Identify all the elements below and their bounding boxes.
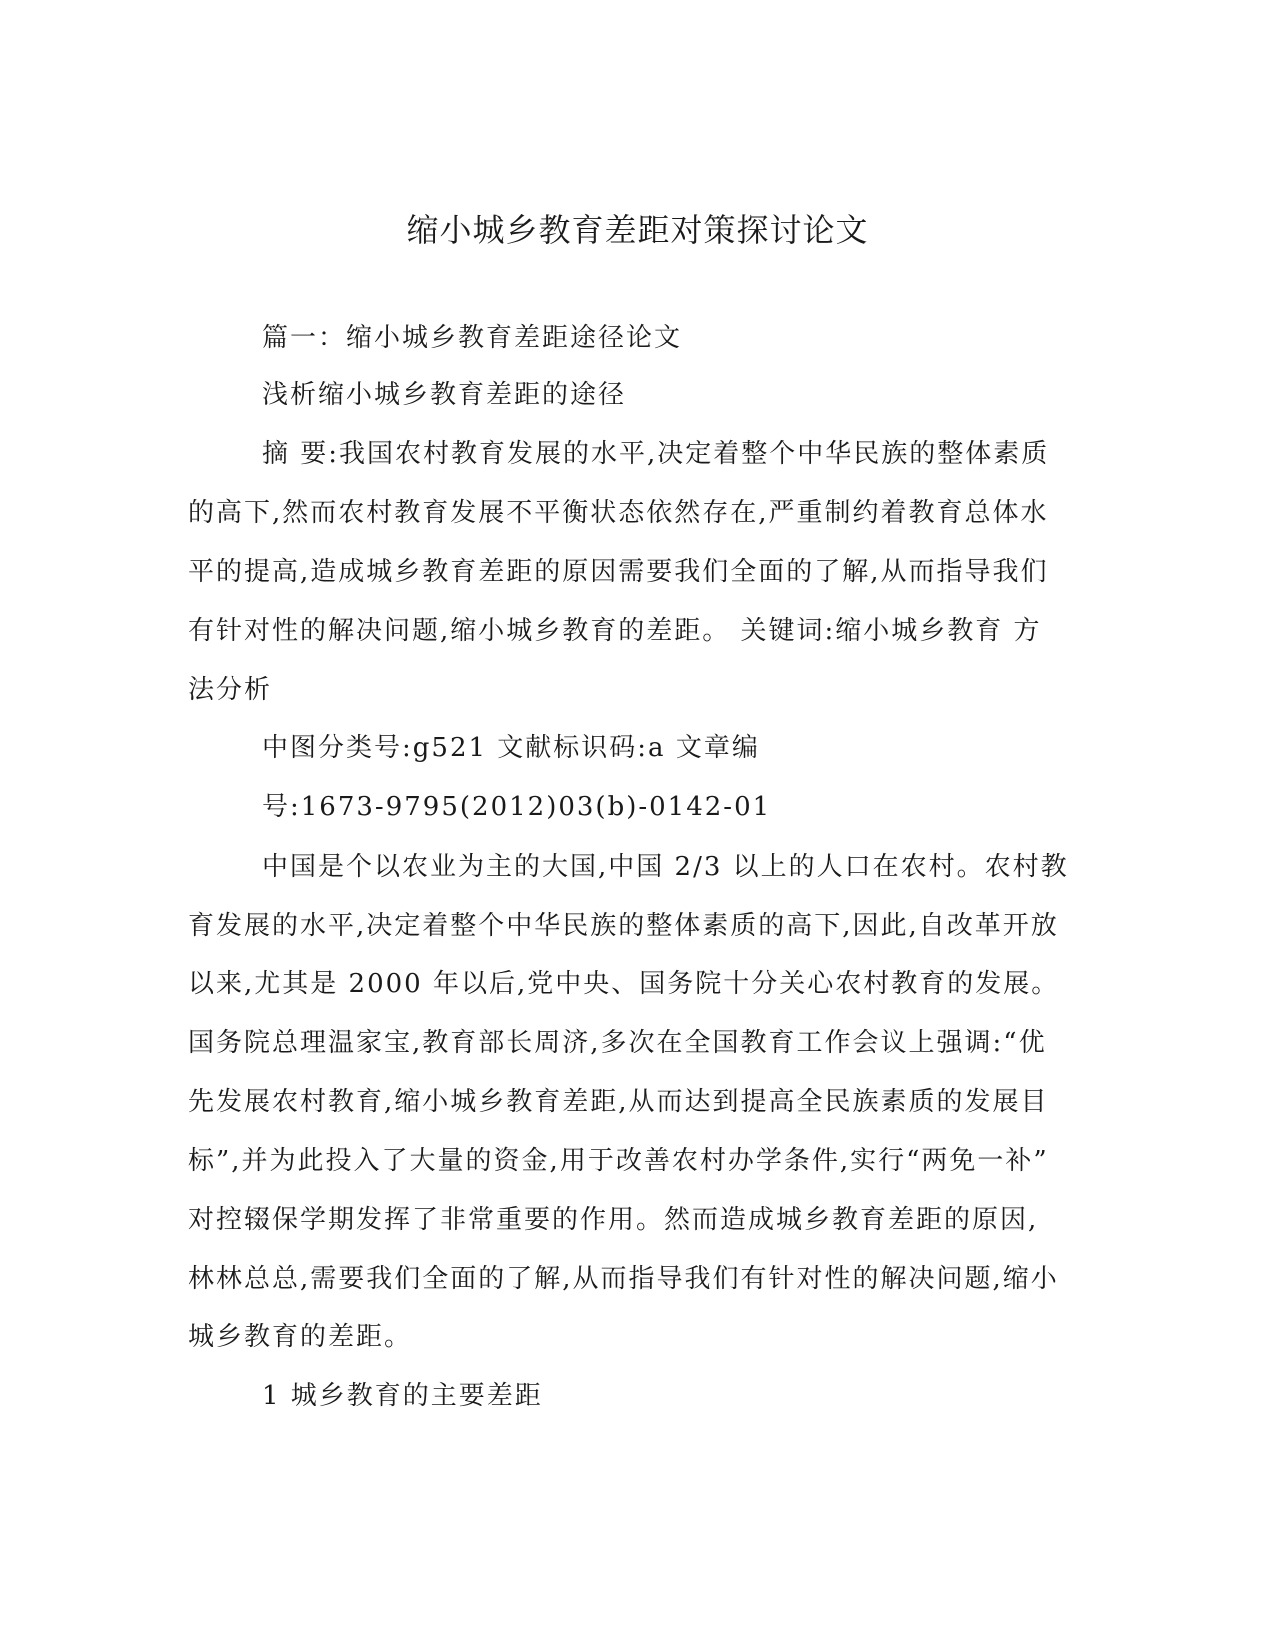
body-line: 先发展农村教育,缩小城乡教育差距,从而达到提高全民族素质的发展目 xyxy=(188,1087,1049,1117)
body-line: 对控辍保学期发挥了非常重要的作用。然而造成城乡教育差距的原因, xyxy=(188,1205,1039,1235)
section-heading: 篇一：缩小城乡教育差距途径论文 xyxy=(262,323,683,353)
abstract-line: 摘 要:我国农村教育发展的水平,决定着整个中华民族的整体素质 xyxy=(262,439,1050,469)
body-line: 以来,尤其是 2000 年以后,党中央、国务院十分关心农村教育的发展。 xyxy=(188,969,1060,999)
body-line: 国务院总理温家宝,教育部长周济,多次在全国教育工作会议上强调:“优 xyxy=(188,1028,1047,1058)
body-line: 中国是个以农业为主的大国,中国 2/3 以上的人口在农村。农村教 xyxy=(262,852,1069,882)
body-line: 标”,并为此投入了大量的资金,用于改善农村办学条件,实行“两免一补” xyxy=(188,1146,1049,1176)
article-subtitle: 浅析缩小城乡教育差距的途径 xyxy=(262,380,627,410)
abstract-line: 平的提高,造成城乡教育差距的原因需要我们全面的了解,从而指导我们 xyxy=(188,557,1049,587)
document-title: 缩小城乡教育差距对策探讨论文 xyxy=(406,211,869,249)
classification-line: 中图分类号:g521 文献标识码:a 文章编 xyxy=(262,733,760,763)
body-line: 林林总总,需要我们全面的了解,从而指导我们有针对性的解决问题,缩小 xyxy=(188,1264,1059,1294)
body-line: 育发展的水平,决定着整个中华民族的整体素质的高下,因此,自改革开放 xyxy=(188,911,1059,941)
abstract-line: 的高下,然而农村教育发展不平衡状态依然存在,严重制约着教育总体水 xyxy=(188,498,1049,528)
abstract-line: 有针对性的解决问题,缩小城乡教育的差距。 关键词:缩小城乡教育 方 xyxy=(188,616,1042,646)
article-number-line: 号:1673-9795(2012)03(b)-0142-01 xyxy=(262,792,772,822)
section-heading-1: 1 城乡教育的主要差距 xyxy=(262,1381,543,1411)
abstract-line: 法分析 xyxy=(188,675,273,705)
body-line: 城乡教育的差距。 xyxy=(188,1322,413,1352)
